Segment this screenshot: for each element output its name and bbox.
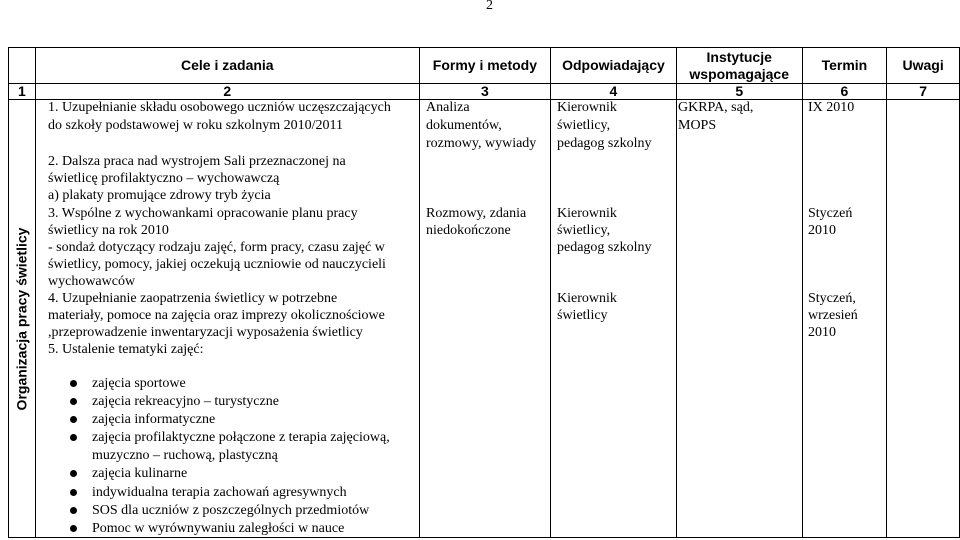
header-termin: Termin — [802, 48, 887, 84]
bullet-icon — [70, 416, 77, 423]
task-4-line-2: materiały, pomoce na zajęcia oraz imprezy okolicznościowe — [48, 308, 385, 323]
task-2-line-2: świetlicę profilaktyczno – wychowawczą — [48, 171, 280, 186]
formy-2-line-1: Rozmowy, zdania — [426, 206, 527, 221]
header-odpowiadajacy: Odpowiadający — [551, 48, 677, 84]
list-item: zajęcia sportowe — [60, 375, 390, 393]
formy-1-line-1: Analiza — [426, 100, 470, 115]
task-3-line-5: wychowawców — [48, 274, 136, 289]
col-num-6: 6 — [802, 84, 887, 100]
task-2-line-1: 2. Dalsza praca nad wystrojem Sali przeznaczonej na — [48, 154, 346, 169]
header-instytucje — [676, 48, 802, 84]
formy-1-line-3: rozmowy, wywiady — [426, 136, 537, 151]
task-5-line-1: 5. Ustalenie tematyki zajęć: — [48, 342, 204, 357]
task-3-line-4: świetlicy, pomocy, jakiej oczekują uczniowie od nauczycieli — [48, 257, 386, 272]
list-item: Pomoc w wyrównywaniu zaległości w nauce — [60, 520, 390, 538]
bullet-icon — [70, 380, 77, 387]
bullet-icon — [70, 434, 77, 441]
bullet-icon — [70, 489, 77, 496]
col-num-4: 4 — [551, 84, 677, 100]
odp-2-line-3: pedagog szkolny — [557, 240, 652, 255]
odp-3-line-2: świetlicy — [557, 308, 608, 323]
col-num-7: 7 — [887, 84, 960, 100]
task-3-line-2: świetlicy na rok 2010 — [48, 223, 169, 238]
task-4-line-1: 4. Uzupełnianie zaopatrzenia świetlicy w potrzebne — [48, 291, 338, 306]
task-4-line-3: ,przeprowadzenie inwentaryzacji wyposażenia świetlicy — [48, 325, 363, 340]
col-num-1: 1 — [9, 84, 36, 100]
termin-3-line-3: 2010 — [808, 325, 836, 340]
termin-2-line-2: 2010 — [808, 223, 836, 238]
header-instytucje-l2: wspomagające — [689, 66, 790, 82]
header-empty — [9, 48, 36, 84]
list-item-continuation: muzyczno – ruchową, plastyczną — [92, 448, 278, 464]
list-item: zajęcia rekreacyjno – turystyczne — [60, 393, 390, 411]
side-label-cell — [9, 100, 36, 538]
header-uwagi: Uwagi — [887, 48, 960, 84]
col-num-3: 3 — [419, 84, 550, 100]
bullet-icon — [70, 398, 77, 405]
col-num-5: 5 — [676, 84, 802, 100]
task-3-line-3: - sondaż dotyczący rodzaju zajęć, form pracy, czasu zajęć w — [48, 240, 385, 255]
inst-1-line-1: GKRPA, sąd, — [678, 100, 754, 115]
inst-cell — [676, 100, 802, 538]
header-formy: Formy i metody — [419, 48, 550, 84]
list-item: zajęcia kulinarne — [60, 465, 390, 483]
bullet-icon — [70, 470, 77, 477]
odp-2-line-1: Kierownik — [557, 206, 617, 221]
task-3-line-1: 3. Wspólne z wychowankami opracowanie planu pracy — [48, 206, 358, 221]
side-label: Organizacja pracy świetlicy — [13, 227, 30, 410]
bullet-icon — [70, 525, 77, 532]
termin-3-line-2: wrzesień — [808, 308, 858, 323]
inst-1-line-2: MOPS — [678, 118, 717, 133]
task-1-line-1: 1. Uzupełnianie składu osobowego uczniów uczęszczających — [48, 100, 391, 115]
termin-2-line-1: Styczeń — [808, 206, 853, 221]
list-item: indywidualna terapia zachowań agresywnych — [60, 484, 390, 502]
odp-1-line-3: pedagog szkolny — [557, 136, 652, 151]
odp-1-line-2: świetlicy, — [557, 118, 611, 133]
formy-2-line-2: niedokończone — [426, 223, 511, 238]
page-number: 2 — [486, 0, 493, 13]
task-1-line-2: do szkoły podstawowej w roku szkolnym 2010/2011 — [48, 118, 344, 133]
odp-2-line-2: świetlicy, — [557, 223, 611, 238]
list-item: zajęcia profilaktyczne połączone z terapia zajęciową, — [60, 429, 390, 447]
formy-1-line-2: dokumentów, — [426, 118, 502, 133]
header-instytucje-l1: Instytucje — [706, 49, 772, 65]
header-cele: Cele i zadania — [35, 48, 419, 84]
odp-1-line-1: Kierownik — [557, 100, 617, 115]
odp-3-line-1: Kierownik — [557, 291, 617, 306]
termin-3-line-1: Styczeń, — [808, 291, 856, 306]
uwagi-cell — [887, 100, 960, 538]
list-item: SOS dla uczniów z poszczególnych przedmiotów — [60, 502, 390, 520]
list-item: zajęcia informatyczne — [60, 411, 390, 429]
formy-cell — [419, 100, 550, 538]
col-num-2: 2 — [35, 84, 419, 100]
task-2-line-3: a) plakaty promujące zdrowy tryb życia — [48, 188, 271, 203]
activity-list — [60, 375, 390, 538]
bullet-icon — [70, 507, 77, 514]
termin-1: IX 2010 — [808, 100, 855, 115]
